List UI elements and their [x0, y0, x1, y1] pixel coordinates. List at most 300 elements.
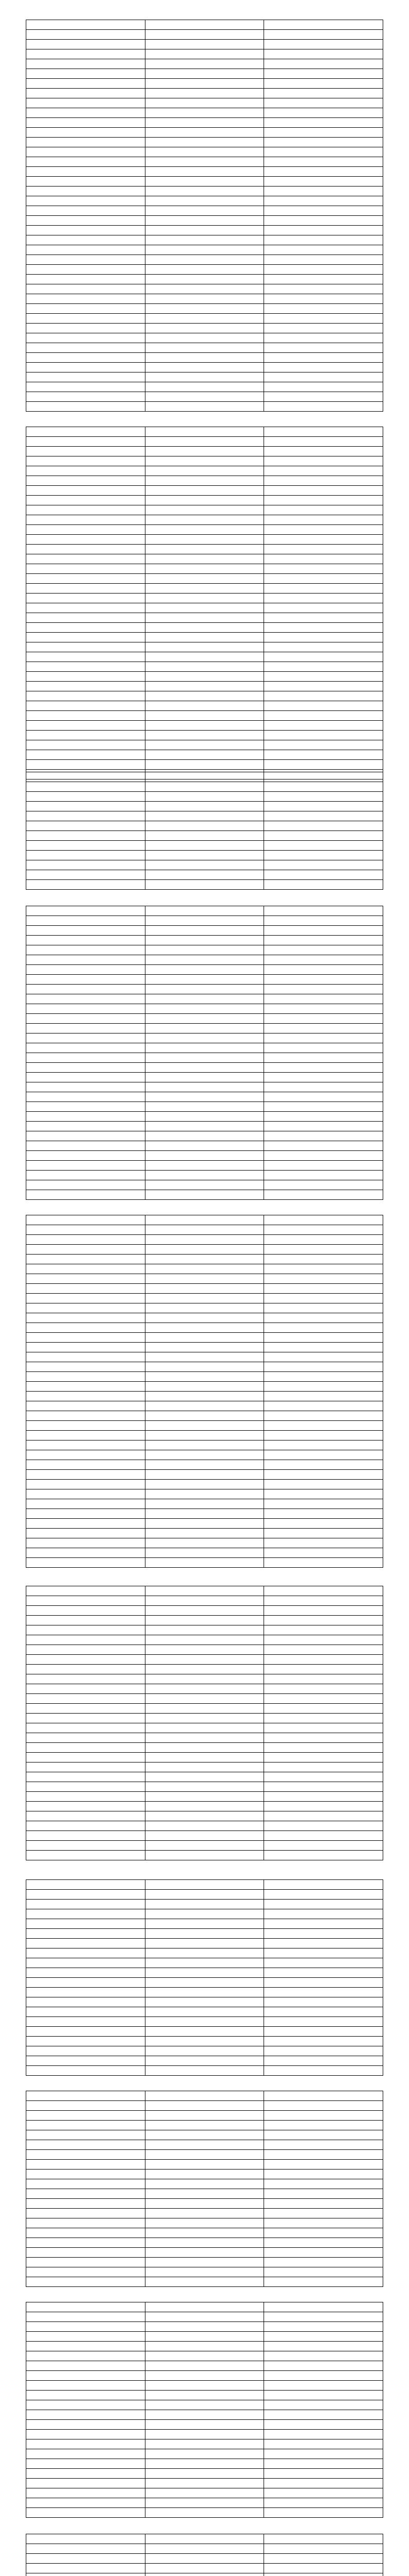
- table-row: [26, 906, 383, 916]
- company-name-cell: [145, 2430, 264, 2439]
- company-name-cell: [145, 265, 264, 275]
- company-name-cell: [26, 1811, 145, 1821]
- company-name-cell: [26, 1190, 145, 1200]
- company-name-cell: [26, 2534, 145, 2544]
- company-name-cell: [26, 2371, 145, 2381]
- company-name-cell: [26, 574, 145, 584]
- company-name-cell: [264, 476, 383, 486]
- company-name-cell: [145, 216, 264, 226]
- table-row: [26, 2160, 383, 2170]
- table-row: [26, 1655, 383, 1665]
- company-name-cell: [145, 851, 264, 860]
- table-row: [26, 652, 383, 662]
- company-name-cell: [26, 1014, 145, 1024]
- table-row: [26, 564, 383, 574]
- table-row: [26, 691, 383, 701]
- company-name-cell: [264, 662, 383, 672]
- company-name-cell: [26, 177, 145, 187]
- company-name-cell: [264, 187, 383, 196]
- company-name-cell: [26, 1215, 145, 1225]
- company-name-cell: [264, 1519, 383, 1529]
- company-name-cell: [264, 721, 383, 731]
- table-row: [26, 2554, 383, 2564]
- company-name-cell: [264, 1235, 383, 1245]
- company-name-cell: [145, 2170, 264, 2179]
- table-row: [26, 936, 383, 945]
- company-name-cell: [145, 2400, 264, 2410]
- company-name-cell: [145, 1102, 264, 1112]
- table-row: [26, 2150, 383, 2160]
- company-name-cell: [264, 2498, 383, 2508]
- company-name-cell: [264, 1274, 383, 1284]
- company-name-cell: [26, 731, 145, 740]
- company-name-cell: [26, 1519, 145, 1529]
- company-name-cell: [264, 1450, 383, 1460]
- company-name-cell: [26, 40, 145, 49]
- company-name-cell: [264, 1811, 383, 1821]
- company-name-cell: [264, 372, 383, 382]
- company-name-cell: [264, 2573, 383, 2576]
- company-name-cell: [264, 985, 383, 994]
- table-row: [26, 363, 383, 372]
- company-name-cell: [264, 1004, 383, 1014]
- table-row: [26, 1606, 383, 1616]
- company-name-cell: [264, 98, 383, 108]
- company-name-cell: [264, 1665, 383, 1674]
- table-row: [26, 2381, 383, 2391]
- company-name-cell: [264, 1489, 383, 1499]
- company-name-cell: [145, 2361, 264, 2371]
- company-name-cell: [264, 402, 383, 412]
- company-name-cell: [26, 515, 145, 525]
- company-name-cell: [145, 811, 264, 821]
- table-row: [26, 89, 383, 98]
- company-name-cell: [264, 535, 383, 545]
- company-name-cell: [264, 2479, 383, 2488]
- table-row: [26, 456, 383, 466]
- table-row: [26, 1958, 383, 1968]
- company-name-cell: [145, 792, 264, 802]
- company-name-cell: [264, 1112, 383, 1122]
- company-name-cell: [26, 1958, 145, 1968]
- company-name-cell: [26, 1978, 145, 1988]
- company-name-cell: [26, 2101, 145, 2111]
- table-row: [26, 177, 383, 187]
- company-name-cell: [26, 594, 145, 603]
- table-row: [26, 2342, 383, 2351]
- company-name-cell: [26, 1733, 145, 1743]
- table-row: [26, 2534, 383, 2544]
- company-name-cell: [264, 1102, 383, 1112]
- table-row: [26, 672, 383, 682]
- company-name-cell: [264, 802, 383, 811]
- company-name-cell: [264, 1190, 383, 1200]
- company-name-cell: [145, 1235, 264, 1245]
- table-row: [26, 1004, 383, 1014]
- region-title: [26, 5, 383, 20]
- company-name-cell: [264, 382, 383, 392]
- table-row: [26, 20, 383, 30]
- company-name-cell: [26, 535, 145, 545]
- company-name-cell: [145, 2302, 264, 2312]
- table-row: [26, 1509, 383, 1519]
- company-name-cell: [264, 1382, 383, 1392]
- company-name-cell: [145, 392, 264, 402]
- table-row: [26, 731, 383, 740]
- table-row: [26, 392, 383, 402]
- company-name-cell: [26, 235, 145, 245]
- company-name-cell: [145, 1362, 264, 1372]
- company-name-cell: [264, 353, 383, 363]
- company-name-cell: [264, 2017, 383, 2027]
- table-row: [26, 2130, 383, 2140]
- company-name-cell: [145, 1343, 264, 1352]
- table-row: [26, 1890, 383, 1900]
- company-name-cell: [145, 30, 264, 40]
- company-name-cell: [26, 2381, 145, 2391]
- company-name-cell: [264, 975, 383, 985]
- company-name-cell: [26, 1141, 145, 1151]
- company-name-cell: [26, 1880, 145, 1890]
- company-name-cell: [264, 1929, 383, 1939]
- company-name-cell: [264, 701, 383, 711]
- table-row: [26, 2179, 383, 2189]
- company-name-cell: [26, 1616, 145, 1625]
- company-name-cell: [145, 235, 264, 245]
- table-row: [26, 1382, 383, 1392]
- company-name-cell: [26, 985, 145, 994]
- company-name-cell: [264, 1131, 383, 1141]
- table-row: [26, 108, 383, 118]
- company-name-cell: [26, 1968, 145, 1978]
- company-name-cell: [264, 1431, 383, 1440]
- company-name-cell: [264, 1215, 383, 1225]
- company-name-cell: [145, 1264, 264, 1274]
- table-row: [26, 2046, 383, 2056]
- table-row: [26, 1102, 383, 1112]
- company-name-cell: [145, 594, 264, 603]
- company-name-cell: [264, 304, 383, 314]
- company-name-cell: [26, 2564, 145, 2573]
- company-name-cell: [264, 1596, 383, 1606]
- table-row: [26, 955, 383, 965]
- company-name-cell: [145, 118, 264, 128]
- company-name-cell: [264, 1284, 383, 1294]
- company-table: [26, 1879, 383, 2076]
- company-name-cell: [264, 2488, 383, 2498]
- table-row: [26, 1968, 383, 1978]
- company-name-cell: [264, 936, 383, 945]
- table-row: [26, 2439, 383, 2449]
- company-name-cell: [145, 2199, 264, 2209]
- company-name-cell: [264, 1625, 383, 1635]
- table-row: [26, 975, 383, 985]
- company-name-cell: [145, 1753, 264, 1762]
- company-name-cell: [26, 1004, 145, 1014]
- table-row: [26, 642, 383, 652]
- company-name-cell: [26, 187, 145, 196]
- company-name-cell: [26, 860, 145, 870]
- company-name-cell: [264, 1802, 383, 1811]
- company-name-cell: [26, 1489, 145, 1499]
- table-row: [26, 1704, 383, 1714]
- company-name-cell: [264, 2199, 383, 2209]
- company-name-cell: [145, 2101, 264, 2111]
- company-name-cell: [264, 1704, 383, 1714]
- company-name-cell: [264, 59, 383, 69]
- company-name-cell: [264, 196, 383, 206]
- table-row: [26, 476, 383, 486]
- company-name-cell: [26, 324, 145, 333]
- table-row: [26, 1014, 383, 1024]
- company-name-cell: [264, 1073, 383, 1082]
- company-name-cell: [264, 343, 383, 353]
- table-row: [26, 515, 383, 525]
- table-row: [26, 1997, 383, 2007]
- company-name-cell: [145, 1900, 264, 1909]
- company-name-cell: [26, 2430, 145, 2439]
- table-row: [26, 1480, 383, 1489]
- company-name-cell: [264, 1782, 383, 1792]
- company-name-cell: [145, 2391, 264, 2400]
- table-row: [26, 304, 383, 314]
- company-name-cell: [26, 1723, 145, 1733]
- company-name-cell: [264, 2046, 383, 2056]
- table-row: [26, 1851, 383, 1860]
- company-name-cell: [26, 1102, 145, 1112]
- company-name-cell: [145, 623, 264, 633]
- company-name-cell: [264, 1033, 383, 1043]
- table-row: [26, 594, 383, 603]
- company-name-cell: [26, 2277, 145, 2287]
- company-name-cell: [26, 1411, 145, 1421]
- table-row: [26, 1333, 383, 1343]
- region-title: [26, 757, 383, 772]
- table-row: [26, 860, 383, 870]
- company-name-cell: [145, 1792, 264, 1802]
- company-name-cell: [26, 662, 145, 672]
- company-name-cell: [145, 1968, 264, 1978]
- company-name-cell: [145, 2277, 264, 2287]
- table-row: [26, 30, 383, 40]
- company-name-cell: [264, 691, 383, 701]
- company-name-cell: [26, 1440, 145, 1450]
- table-row: [26, 2361, 383, 2371]
- region-section: [26, 891, 383, 1200]
- table-row: [26, 1586, 383, 1596]
- table-row: [26, 1714, 383, 1723]
- table-row: [26, 245, 383, 255]
- company-name-cell: [26, 2544, 145, 2554]
- company-name-cell: [264, 2469, 383, 2479]
- company-name-cell: [264, 2007, 383, 2017]
- company-name-cell: [264, 2508, 383, 2518]
- company-name-cell: [26, 372, 145, 382]
- table-row: [26, 1723, 383, 1733]
- company-name-cell: [26, 2351, 145, 2361]
- company-name-cell: [26, 926, 145, 936]
- company-name-cell: [26, 2170, 145, 2179]
- company-name-cell: [264, 740, 383, 750]
- company-name-cell: [264, 2332, 383, 2342]
- company-name-cell: [26, 1665, 145, 1674]
- company-name-cell: [264, 906, 383, 916]
- company-name-cell: [26, 343, 145, 353]
- company-name-cell: [264, 1499, 383, 1509]
- company-name-cell: [145, 245, 264, 255]
- company-name-cell: [145, 294, 264, 304]
- company-name-cell: [145, 59, 264, 69]
- company-name-cell: [145, 916, 264, 926]
- company-name-cell: [145, 1323, 264, 1333]
- company-name-cell: [26, 108, 145, 118]
- company-name-cell: [145, 1548, 264, 1558]
- company-name-cell: [145, 1772, 264, 1782]
- company-name-cell: [145, 486, 264, 496]
- table-row: [26, 701, 383, 711]
- table-row: [26, 1440, 383, 1450]
- company-name-cell: [145, 1112, 264, 1122]
- company-name-cell: [264, 333, 383, 343]
- company-name-cell: [26, 1225, 145, 1235]
- company-name-cell: [145, 1811, 264, 1821]
- company-name-cell: [26, 811, 145, 821]
- company-name-cell: [26, 1392, 145, 1401]
- company-name-cell: [264, 584, 383, 594]
- table-row: [26, 2140, 383, 2150]
- table-row: [26, 1782, 383, 1792]
- company-name-cell: [264, 1900, 383, 1909]
- company-name-cell: [264, 1831, 383, 1841]
- company-name-cell: [145, 1489, 264, 1499]
- company-name-cell: [26, 2439, 145, 2449]
- company-name-cell: [26, 2479, 145, 2488]
- company-name-cell: [264, 255, 383, 265]
- company-name-cell: [26, 118, 145, 128]
- company-name-cell: [26, 333, 145, 343]
- company-name-cell: [26, 1558, 145, 1568]
- company-name-cell: [26, 255, 145, 265]
- company-name-cell: [264, 216, 383, 226]
- company-name-cell: [145, 476, 264, 486]
- company-name-cell: [145, 177, 264, 187]
- table-row: [26, 1401, 383, 1411]
- company-name-cell: [145, 1909, 264, 1919]
- table-row: [26, 372, 383, 382]
- company-name-cell: [145, 2371, 264, 2381]
- company-name-cell: [26, 2361, 145, 2371]
- table-row: [26, 402, 383, 412]
- company-name-cell: [145, 2459, 264, 2469]
- company-name-cell: [264, 711, 383, 721]
- company-name-cell: [264, 2101, 383, 2111]
- company-name-cell: [264, 613, 383, 623]
- company-name-cell: [145, 167, 264, 177]
- company-name-cell: [26, 1343, 145, 1352]
- company-name-cell: [26, 841, 145, 851]
- company-name-cell: [145, 1851, 264, 1860]
- company-name-cell: [26, 1674, 145, 1684]
- company-name-cell: [264, 1851, 383, 1860]
- table-row: [26, 945, 383, 955]
- company-name-cell: [145, 427, 264, 437]
- company-name-cell: [145, 906, 264, 916]
- table-row: [26, 2322, 383, 2332]
- table-row: [26, 1171, 383, 1180]
- company-name-cell: [145, 1440, 264, 1450]
- company-name-cell: [264, 633, 383, 642]
- company-name-cell: [264, 2439, 383, 2449]
- company-name-cell: [26, 955, 145, 965]
- company-name-cell: [26, 138, 145, 147]
- table-row: [26, 1548, 383, 1558]
- company-name-cell: [26, 1073, 145, 1082]
- company-name-cell: [145, 353, 264, 363]
- company-name-cell: [264, 1890, 383, 1900]
- table-row: [26, 1450, 383, 1460]
- company-name-cell: [264, 2361, 383, 2371]
- company-name-cell: [264, 642, 383, 652]
- company-name-cell: [264, 1092, 383, 1102]
- company-name-cell: [26, 1684, 145, 1694]
- region-section: [26, 1200, 383, 1568]
- company-name-cell: [26, 1782, 145, 1792]
- company-name-cell: [145, 1014, 264, 1024]
- company-name-cell: [26, 1313, 145, 1323]
- company-name-cell: [145, 525, 264, 535]
- table-row: [26, 1033, 383, 1043]
- company-name-cell: [26, 2554, 145, 2564]
- company-name-cell: [264, 1362, 383, 1372]
- company-name-cell: [264, 1372, 383, 1382]
- company-name-cell: [26, 772, 145, 782]
- table-row: [26, 916, 383, 926]
- company-name-cell: [264, 1411, 383, 1421]
- company-name-cell: [145, 782, 264, 792]
- table-row: [26, 613, 383, 623]
- company-name-cell: [145, 1161, 264, 1171]
- company-name-cell: [264, 945, 383, 955]
- company-name-cell: [264, 2121, 383, 2130]
- company-name-cell: [145, 2111, 264, 2121]
- company-name-cell: [26, 1635, 145, 1645]
- company-name-cell: [145, 2218, 264, 2228]
- company-name-cell: [145, 343, 264, 353]
- company-name-cell: [264, 1460, 383, 1470]
- table-row: [26, 772, 383, 782]
- table-row: [26, 2430, 383, 2439]
- company-name-cell: [264, 1968, 383, 1978]
- company-name-cell: [26, 906, 145, 916]
- company-name-cell: [264, 1264, 383, 1274]
- company-name-cell: [145, 955, 264, 965]
- table-row: [26, 2199, 383, 2209]
- company-name-cell: [264, 2371, 383, 2381]
- company-name-cell: [145, 1333, 264, 1343]
- company-name-cell: [145, 2179, 264, 2189]
- table-row: [26, 2449, 383, 2459]
- company-name-cell: [26, 1255, 145, 1264]
- company-name-cell: [26, 2420, 145, 2430]
- company-name-cell: [264, 1841, 383, 1851]
- company-name-cell: [264, 772, 383, 782]
- company-name-cell: [264, 2420, 383, 2430]
- table-row: [26, 1792, 383, 1802]
- company-name-cell: [26, 402, 145, 412]
- company-name-cell: [145, 1043, 264, 1053]
- table-row: [26, 1043, 383, 1053]
- company-name-cell: [26, 1762, 145, 1772]
